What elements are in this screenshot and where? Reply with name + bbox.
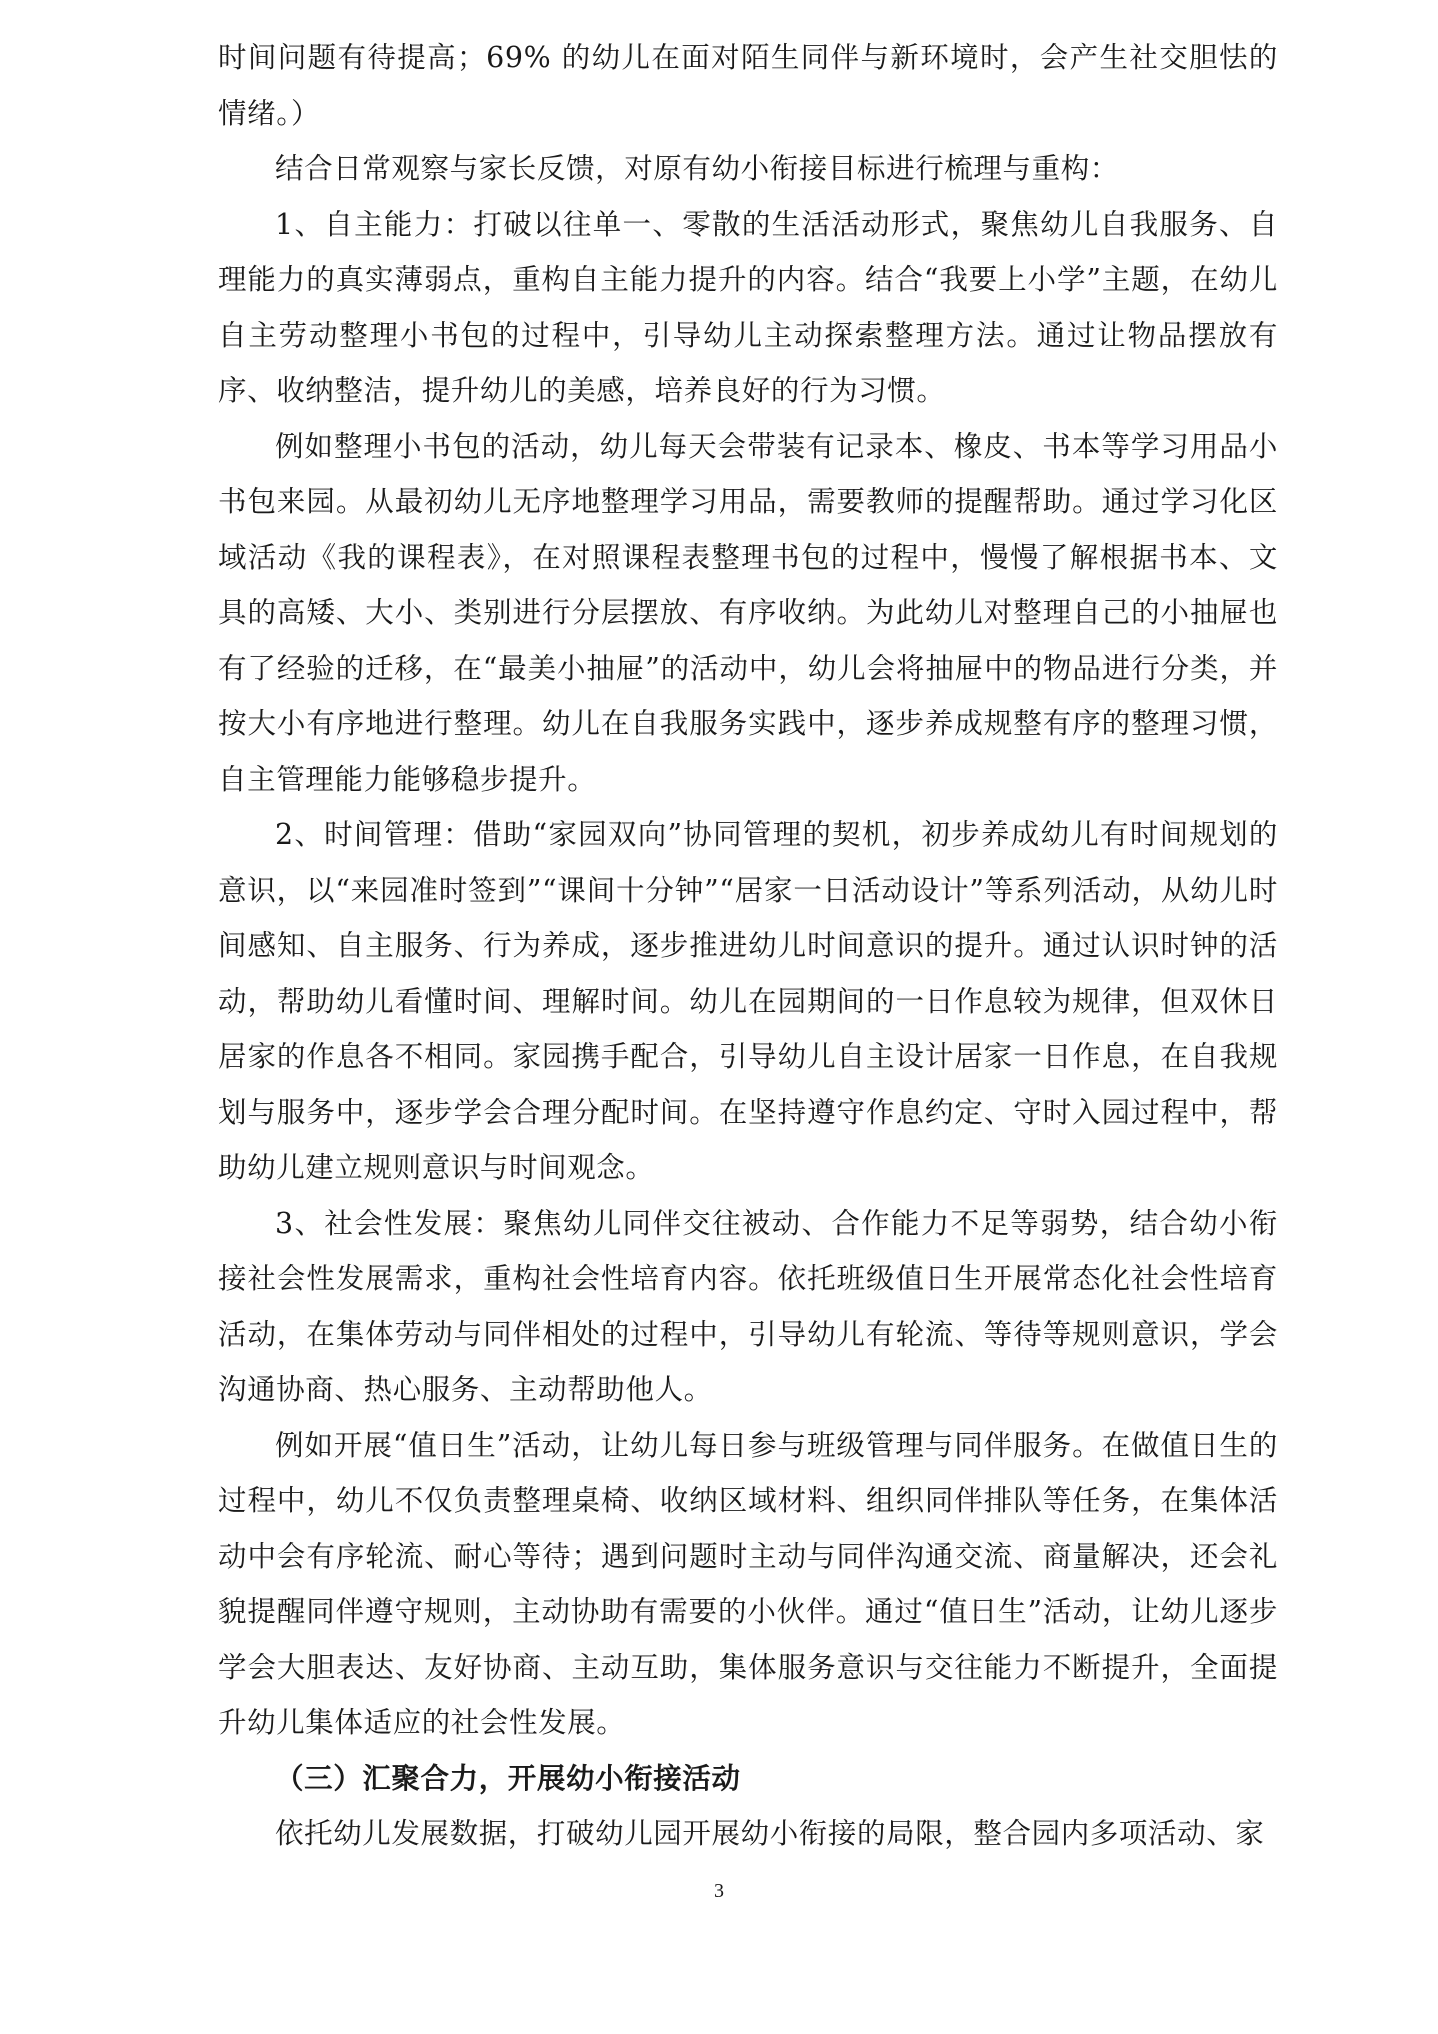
paragraph-last: 依托幼儿发展数据，打破幼儿园开展幼小衔接的局限，整合园内多项活动、家 <box>275 1817 1265 1850</box>
paragraph-intro: 结合日常观察与家长反馈，对原有幼小衔接目标进行梳理与重构： <box>275 152 1119 185</box>
paragraph-schoolbag-example: 例如整理小书包的活动，幼儿每天会带装有记录本、橡皮、书本等学习用品小书包来园。从最初幼儿无序地整理学习用品，需要教师的提醒帮助。通过学习化区域活动《我的课程表》，在对照课程表整理书包的过程中，慢慢了解根据书本、文具的高矮、大小、类别进行分层摆放、有序收纳。为此幼儿对整理自己的小抽屉也有了经验的迁移，在“最美小抽屉”的活动中，幼儿会将抽屉中的物品进行分类，并按大小有序地进行整理。幼儿在自我服务实践中，逐步养成规整有序的整理习惯，自主管理能力能够稳步提升。 <box>218 429 1278 796</box>
paragraph-duty-example: 例如开展“值日生”活动，让幼儿每日参与班级管理与同伴服务。在做值日生的过程中，幼儿不仅负责整理桌椅、收纳区域材料、组织同伴排队等任务，在集体活动中会有序轮流、耐心等待；遇到问题时主动与同伴沟通交流、商量解决，还会礼貌提醒同伴遵守规则，主动协助有需要的小伙伴。通过“值日生”活动，让幼儿逐步学会大胆表达、友好协商、主动互助，集体服务意识与交往能力不断提升，全面提升幼儿集体适应的社会性发展。 <box>218 1428 1278 1739</box>
paragraph-continued: 时间问题有待提高；69% 的幼儿在面对陌生同伴与新环境时，会产生社交胆怯的情绪。） <box>218 41 1278 130</box>
paragraph-time-management: 2、时间管理：借助“家园双向”协同管理的契机，初步养成幼儿有时间规划的意识，以“来园准时签到”“课间十分钟”“居家一日活动设计”等系列活动，从幼儿时间感知、自主服务、行为养成，逐步推进幼儿时间意识的提升。通过认识时钟的活动，帮助幼儿看懂时间、理解时间。幼儿在园期间的一日作息较为规律，但双休日居家的作息各不相同。家园携手配合，引导幼儿自主设计居家一日作息，在自我规划与服务中，逐步学会合理分配时间。在坚持遵守作息约定、守时入园过程中，帮助幼儿建立规则意识与时间观念。 <box>218 818 1278 1184</box>
paragraph-self-ability: 1、自主能力：打破以往单一、零散的生活活动形式，聚焦幼儿自我服务、自理能力的真实薄弱点，重构自主能力提升的内容。结合“我要上小学”主题，在幼儿自主劳动整理小书包的过程中，引导幼儿主动探索整理方法。通过让物品摆放有序、收纳整洁，提升幼儿的美感，培养良好的行为习惯。 <box>218 207 1278 407</box>
paragraph-social-development: 3、社会性发展：聚焦幼儿同伴交往被动、合作能力不足等弱势，结合幼小衔接社会性发展需求，重构社会性培育内容。依托班级值日生开展常态化社会性培育活动，在集体劳动与同伴相处的过程中，引导幼儿有轮流、等待等规则意识，学会沟通协商、热心服务、主动帮助他人。 <box>218 1206 1278 1406</box>
document-body <box>218 30 1278 1862</box>
page-number: 3 <box>714 1880 724 1902</box>
section-heading: （三）汇聚合力，开展幼小衔接活动 <box>275 1760 741 1795</box>
